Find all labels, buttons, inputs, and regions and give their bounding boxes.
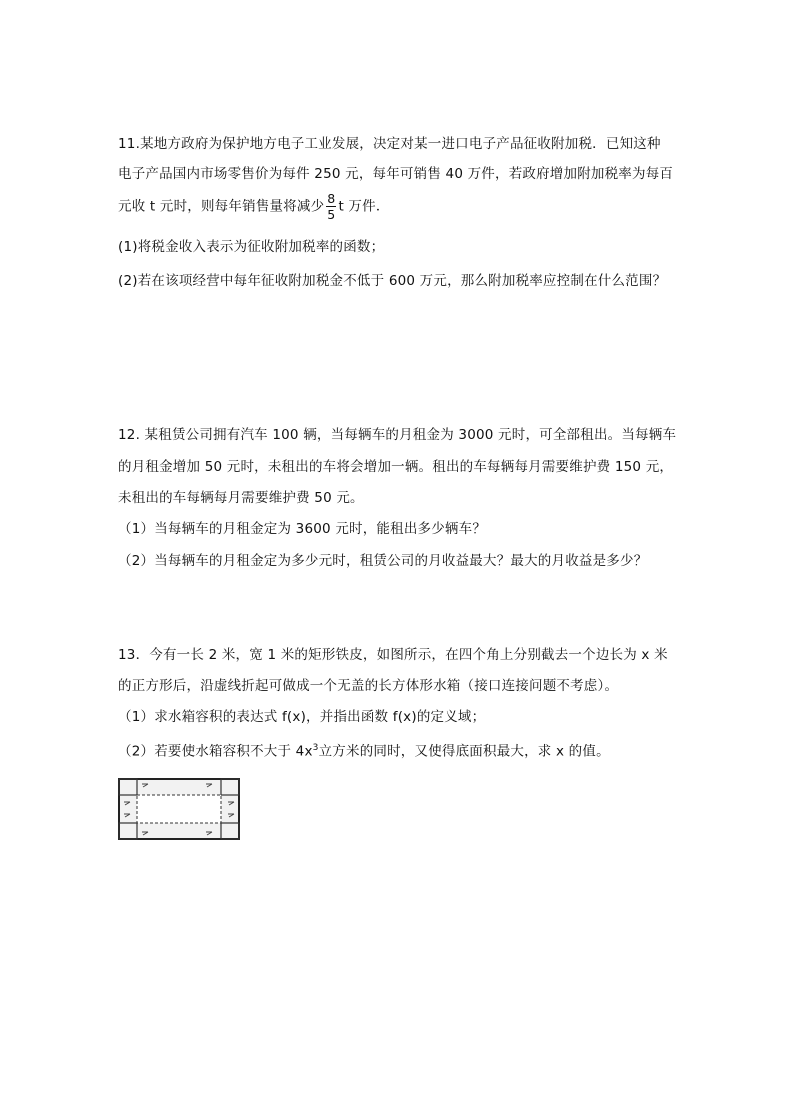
q11-part-1: (1)将税金收入表示为征收附加税率的函数； [118, 239, 385, 255]
q11-line-3 [118, 191, 390, 222]
q12-line-2: 的月租金增加 50 元时，未租出的车将会增加一辆。租出的车每辆每月需要维护费 150 元， [118, 459, 674, 475]
fraction-denominator: 5 [327, 207, 336, 222]
exponent: 3 [312, 743, 319, 753]
q12-line-3: 未租出的车每辆每月需要维护费 50 元。 [118, 490, 364, 506]
fraction-numerator: 8 [327, 191, 336, 206]
q13-part-2 [118, 739, 610, 761]
q13-part-2-prefix: （2）若要使水箱容积不大于 4x [118, 743, 313, 760]
q12-part-2: （2）当每辆车的月租金定为多少元时，租赁公司的月收益最大？最大的月收益是多少？ [118, 553, 648, 569]
q11-line-3-suffix: t 万件． [338, 198, 390, 215]
sheet-figure [118, 778, 240, 840]
q13-part-1: （1）求水箱容积的表达式 f(x)，并指出函数 f(x)的定义域； [118, 709, 486, 725]
q13-line-1: 13．今有一长 2 米，宽 1 米的矩形铁皮，如图所示，在四个角上分别截去一个边长为 x 米 [118, 647, 668, 663]
q12-part-1: （1）当每辆车的月租金定为 3600 元时，能租出多少辆车？ [118, 521, 487, 537]
q11-part-2: (2)若在该项经营中每年征收附加税金不低于 600 万元，那么附加税率应控制在什么范围？ [118, 273, 667, 289]
q12-line-1: 12. 某租赁公司拥有汽车 100 辆，当每辆车的月租金为 3000 元时，可全部租出。当每辆车 [118, 427, 677, 443]
q11-line-3-prefix: 元收 t 元时，则每年销售量将减少 [118, 198, 325, 215]
q13-line-2: 的正方形后，沿虚线折起可做成一个无盖的长方体形水箱（接口连接问题不考虑）。 [118, 678, 619, 694]
q11-line-1: 11.某地方政府为保护地方电子工业发展，决定对某一进口电子产品征收附加税．已知这种 [118, 136, 661, 152]
q11-line-2: 电子产品国内市场零售价为每件 250 元，每年可销售 40 万件，若政府增加附加税率为每百 [118, 166, 674, 182]
fraction [326, 191, 336, 222]
q13-part-2-suffix: 立方米的同时，又使得底面积最大，求 x 的值。 [318, 743, 610, 760]
fold-line [137, 795, 221, 823]
